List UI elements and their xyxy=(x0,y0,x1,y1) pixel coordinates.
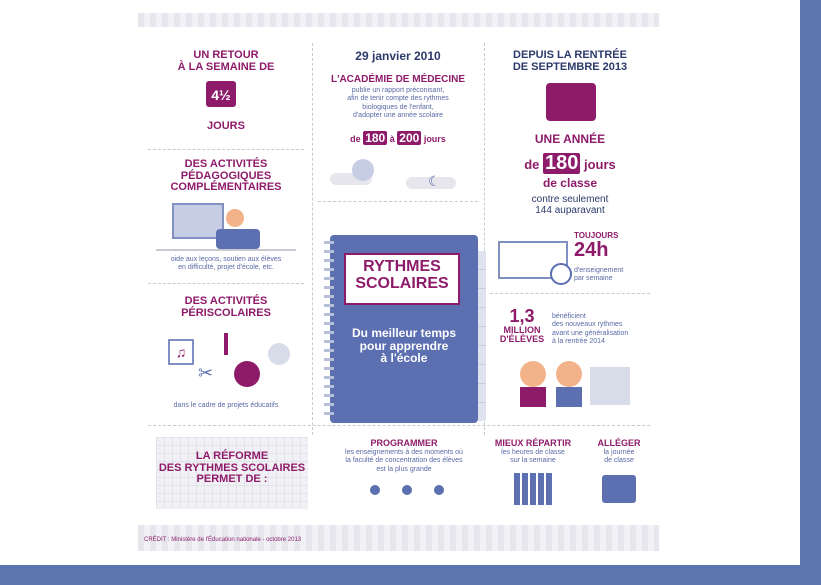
pedago-line1: DES ACTIVITÉS xyxy=(184,158,268,170)
rentree-title xyxy=(490,50,650,73)
ben-1: bénéficient xyxy=(552,313,586,320)
mieux-2: sur la semaine xyxy=(510,457,556,465)
notebook-sub-2: pour apprendre xyxy=(359,338,449,353)
pedago-line3: COMPLÉMENTAIRES xyxy=(170,181,282,194)
infographic xyxy=(138,13,659,551)
academie-desc-2: afin de tenir compte des rythmes xyxy=(347,95,449,103)
retour-title xyxy=(148,50,304,73)
alleger-1: la journée xyxy=(603,449,635,456)
separator xyxy=(148,425,650,426)
peri-desc: dans le cadre de projets éducatifs xyxy=(173,402,279,409)
hours-24: 24h xyxy=(574,239,609,261)
programmer-title: PROGRAMMER xyxy=(370,438,438,448)
child-boy-icon xyxy=(556,361,582,387)
separator xyxy=(148,149,304,150)
calendar-grid-icon xyxy=(514,473,554,505)
prog-2: la faculté de concentration des élèves xyxy=(345,457,463,465)
notebook-title-2: SCOLAIRES xyxy=(355,274,449,292)
clock-icon xyxy=(550,263,572,285)
repartir-title: MIEUX RÉPARTIR xyxy=(494,438,572,448)
annee-number: 180 xyxy=(545,152,579,174)
pedago-desc-1: oide aux leçons, soutien aux élèves xyxy=(170,256,282,263)
separator xyxy=(312,43,313,435)
days-range-jours: jours xyxy=(423,134,446,144)
academie-desc-4: d'adopter une année scolaire xyxy=(352,112,444,120)
separator xyxy=(318,201,478,202)
ben-4: à la rentrée 2014 xyxy=(552,338,605,346)
toujours-label: TOUJOURS xyxy=(574,231,619,240)
million-eleves: D'ÉLÈVES xyxy=(499,334,545,345)
contre-1: contre seulement xyxy=(531,194,609,205)
child-boy-body xyxy=(556,387,582,407)
crescent-moon-icon: ☾ xyxy=(428,173,441,189)
notebook xyxy=(330,235,478,423)
schoolbag-icon xyxy=(546,83,596,121)
ens-2: par semaine xyxy=(574,275,613,283)
peri-line1: DES ACTIVITÉS xyxy=(184,295,268,307)
ben-2: des nouveaux rythmes xyxy=(552,321,623,329)
pencil-icon xyxy=(224,333,228,355)
days-number: 4½ xyxy=(211,87,231,103)
notebook-rings xyxy=(324,241,334,417)
alleger-2: de classe xyxy=(604,457,634,465)
date: 29 janvier 2010 xyxy=(355,49,441,63)
annee-label: UNE ANNÉE xyxy=(534,132,606,146)
ben-3: avant une généralisation xyxy=(552,329,629,337)
days-range-a: à xyxy=(389,134,395,144)
million-word: MILLION xyxy=(503,324,541,335)
prog-3: est la plus grande xyxy=(376,465,432,473)
schoolbag-small-icon xyxy=(602,475,636,503)
alleger-title: ALLÉGER xyxy=(597,438,641,448)
palette-icon xyxy=(268,343,290,365)
ball-icon xyxy=(234,361,260,387)
retour-line2: À LA SEMAINE DE xyxy=(177,60,275,73)
ens-1: d'enseignement xyxy=(574,267,624,274)
mieux-1: les heures de classe xyxy=(501,449,565,456)
moon-icon xyxy=(352,159,374,181)
repartir-desc xyxy=(488,449,578,466)
days-range-de: de xyxy=(350,134,361,144)
academie-desc-1: publie un rapport préconisant, xyxy=(351,87,445,94)
million xyxy=(494,307,550,345)
days-range xyxy=(318,131,478,145)
scissors-icon: ✂ xyxy=(198,363,214,383)
retour-line1: UN RETOUR xyxy=(193,49,259,61)
million-number: 1,3 xyxy=(509,306,535,326)
reforme-title xyxy=(156,451,308,486)
annee-de: de xyxy=(524,157,540,172)
pedago-title xyxy=(148,159,304,194)
top-border xyxy=(138,13,659,27)
peri-line2: PÉRISCOLAIRES xyxy=(181,306,271,319)
child-girl-body xyxy=(520,387,546,407)
classe-label: de classe xyxy=(542,176,598,190)
notebook-sub-3: à l'école xyxy=(380,351,428,366)
contre xyxy=(490,195,650,216)
reforme-1: LA RÉFORME xyxy=(195,450,269,462)
peri-title xyxy=(148,296,304,319)
rentree-line2: DE SEPTEMBRE 2013 xyxy=(512,60,628,73)
students-icon xyxy=(216,229,260,249)
notebook-title-1: RYTHMES xyxy=(363,258,441,275)
notebook-tabs xyxy=(478,251,486,421)
desk-line xyxy=(156,249,296,251)
days-min: 180 xyxy=(365,131,386,145)
pedago-line2: PÉDAGOGIQUES xyxy=(180,169,272,182)
child-girl-icon xyxy=(520,361,546,387)
check-icon xyxy=(402,485,412,495)
separator xyxy=(148,283,304,284)
contre-2: 144 auparavant xyxy=(535,204,605,216)
beneficient xyxy=(552,313,652,347)
school-building-icon xyxy=(590,367,630,405)
notebook-sub-1: Du meilleur temps xyxy=(351,326,457,340)
separator xyxy=(490,293,650,294)
annee-jours: jours xyxy=(584,157,616,172)
notebook-subtitle xyxy=(336,327,472,365)
credit: CRÉDIT : Ministère de l'Éducation nationale - octobre 2013 xyxy=(144,537,302,543)
academie-title: L'ACADÉMIE DE MÉDECINE xyxy=(330,74,466,85)
jours-label: JOURS xyxy=(207,120,245,132)
academie-desc-3: biologiques de l'enfant, xyxy=(362,103,434,111)
pedago-desc-2: en difficulté, projet d'école, etc. xyxy=(178,264,274,272)
reforme-3: PERMET DE : xyxy=(196,473,268,486)
days-max: 200 xyxy=(399,131,420,145)
enseignement xyxy=(574,267,644,284)
reforme-2: DES RYTHMES SCOLAIRES xyxy=(158,461,306,474)
programmer-desc xyxy=(324,449,484,474)
teacher-icon xyxy=(226,209,244,227)
annee-days xyxy=(490,153,650,174)
academie-desc xyxy=(318,87,478,121)
check-icon xyxy=(434,485,444,495)
music-note-icon: ♫ xyxy=(168,339,194,365)
pedago-desc xyxy=(148,256,304,273)
prog-1: les enseignements à des moments où xyxy=(345,449,463,456)
alleger-desc xyxy=(584,449,654,466)
notebook-title xyxy=(344,253,460,305)
rentree-line1: DEPUIS LA RENTRÉE xyxy=(513,49,627,61)
check-icon xyxy=(370,485,380,495)
calendar-icon xyxy=(206,81,236,107)
